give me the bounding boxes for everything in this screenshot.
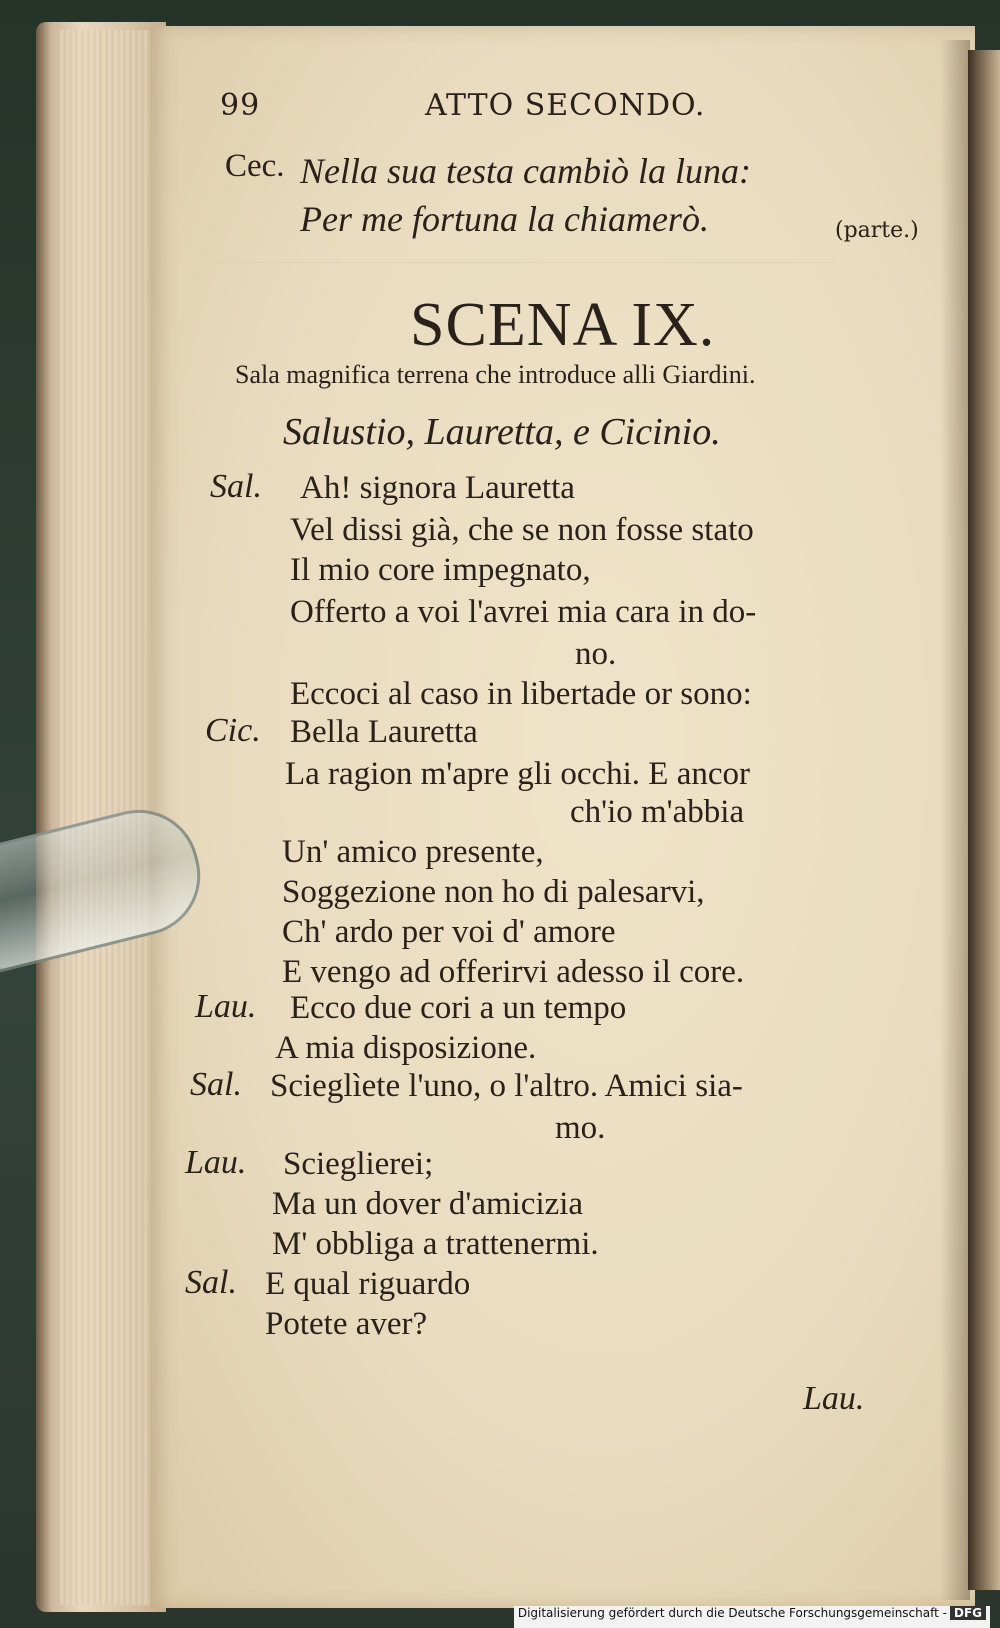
verse-line: Per me fortuna la chiamerò.: [300, 199, 709, 239]
verse-line: Il mio core impegnato,: [290, 552, 591, 588]
verse-line: E qual riguardo: [265, 1266, 471, 1302]
verse-line: Vel dissi già, che se non fosse stato: [290, 512, 754, 548]
scene-characters: Salustio, Lauretta, e Cicinio.: [283, 411, 721, 453]
verse-line: Potete aver?: [265, 1306, 428, 1342]
verse-line: Scieglìete l'uno, o l'altro. Amici sia-: [270, 1068, 743, 1104]
speaker-label: Sal.: [185, 1264, 237, 1301]
running-head: ATTO SECONDO.: [425, 88, 706, 123]
verse-line: Ch' ardo per voi d' amore: [282, 914, 616, 950]
verse-line: Soggezione non ho di palesarvi,: [282, 874, 705, 910]
speaker-label: Sal.: [190, 1066, 242, 1103]
verse-line: Nella sua testa cambiò la luna:: [300, 151, 751, 191]
speaker-label: Lau.: [185, 1144, 247, 1181]
scene-setting: Sala magnifica terrena che introduce alli Giardini.: [235, 360, 756, 389]
stage-direction: (parte.): [835, 218, 919, 243]
speaker-label: Cec.: [225, 148, 285, 184]
verse-line: A mia disposizione.: [275, 1030, 537, 1066]
speaker-label: Sal.: [210, 468, 262, 505]
dfg-logo: DFG: [950, 1606, 986, 1620]
verse-line: Ma un dover d'amicizia: [272, 1186, 584, 1222]
verse-line: Scieglierei;: [283, 1146, 434, 1182]
spine-shadow: [940, 40, 970, 1600]
scene-title: SCENA IX.: [410, 291, 716, 359]
verse-line: Ecco due cori a un tempo: [290, 990, 627, 1026]
verse-line: La ragion m'apre gli occhi. E ancor: [285, 756, 750, 792]
page-number: 99: [220, 88, 261, 123]
verse-line: M' obbliga a trattenermi.: [272, 1226, 599, 1262]
bleed-through-line: [215, 262, 835, 293]
next-page-edge: [968, 50, 1000, 1590]
verse-line: E vengo ad offerirvi adesso il core.: [282, 954, 745, 990]
verse-line: Ah! signora Lauretta: [300, 470, 575, 506]
verse-line: mo.: [555, 1110, 606, 1146]
verse-line: Offerto a voi l'avrei mia cara in do-: [290, 594, 757, 630]
speaker-label: Lau.: [195, 988, 257, 1025]
speaker-label: Cic.: [205, 712, 261, 749]
catchword: Lau.: [803, 1380, 865, 1417]
verse-line: Eccoci al caso in libertade or sono:: [290, 676, 752, 712]
verse-line: ch'io m'abbia: [570, 794, 745, 830]
verse-line: Bella Lauretta: [290, 714, 478, 750]
verse-line: no.: [575, 636, 617, 672]
footer-text: Digitalisierung gefördert durch die Deutsche Forschungsgemeinschaft -: [517, 1606, 947, 1620]
digitization-footer: [514, 1606, 990, 1628]
verse-line: Un' amico presente,: [282, 834, 544, 870]
